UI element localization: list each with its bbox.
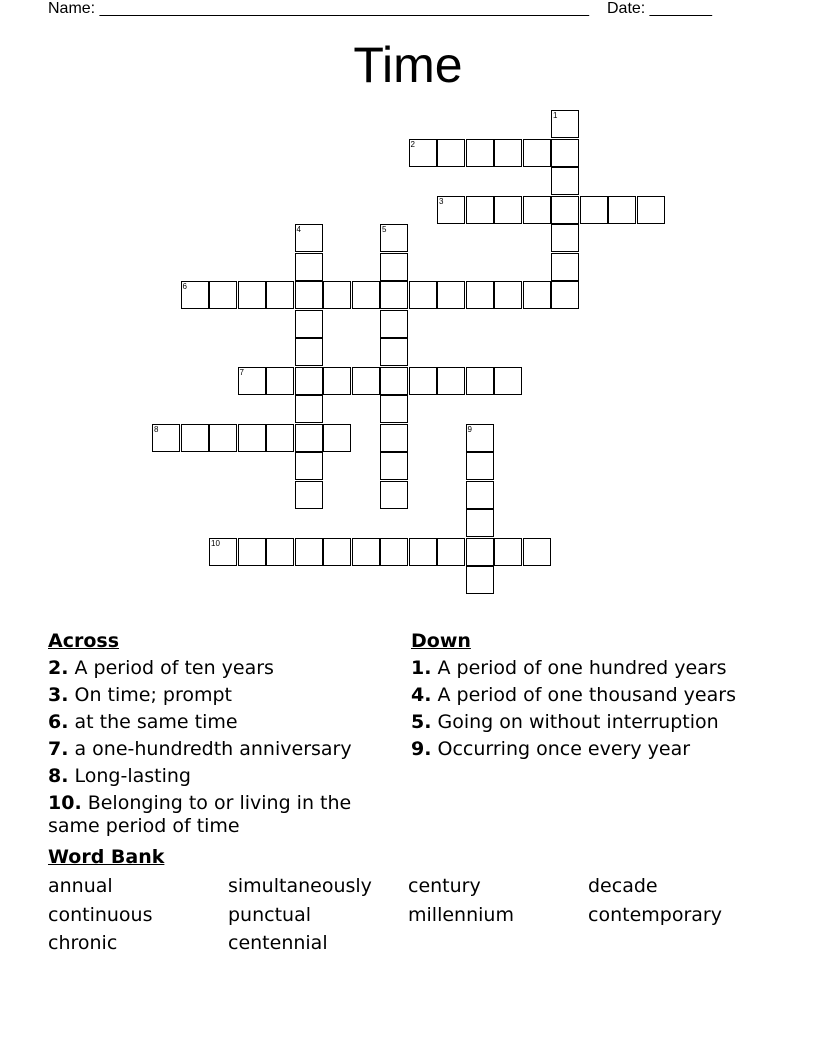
grid-cell[interactable] <box>551 167 579 195</box>
grid-cell[interactable] <box>494 196 522 224</box>
grid-cell[interactable] <box>637 196 665 224</box>
down-heading: Down <box>411 630 471 652</box>
cell-number: 4 <box>296 225 301 234</box>
cell-number: 5 <box>382 225 387 234</box>
word-bank-item: decade <box>588 875 658 897</box>
word-bank-item: century <box>408 875 481 897</box>
grid-cell[interactable] <box>437 367 465 395</box>
grid-cell[interactable] <box>409 367 437 395</box>
date-label: Date: <box>606 0 646 17</box>
word-bank-item: simultaneously <box>228 875 372 897</box>
grid-cell[interactable] <box>466 538 494 566</box>
grid-cell[interactable] <box>295 395 323 423</box>
grid-cell[interactable] <box>380 310 408 338</box>
grid-cell[interactable] <box>238 538 266 566</box>
grid-cell[interactable] <box>494 538 522 566</box>
grid-cell[interactable] <box>380 395 408 423</box>
grid-cell[interactable] <box>580 196 608 224</box>
grid-cell[interactable] <box>380 338 408 366</box>
word-bank-item: millennium <box>408 904 514 926</box>
grid-cell[interactable] <box>295 224 323 252</box>
grid-cell[interactable] <box>608 196 636 224</box>
word-bank-item: chronic <box>48 932 118 954</box>
grid-cell[interactable] <box>295 424 323 452</box>
cell-number: 1 <box>553 111 558 120</box>
grid-cell[interactable] <box>551 196 579 224</box>
grid-cell[interactable] <box>380 481 408 509</box>
grid-cell[interactable] <box>494 281 522 309</box>
word-bank-item: continuous <box>48 904 153 926</box>
grid-cell[interactable] <box>437 196 465 224</box>
cell-number: 9 <box>467 424 472 434</box>
cell-number: 8 <box>154 424 159 434</box>
word-bank-heading: Word Bank <box>48 846 165 868</box>
grid-cell[interactable] <box>266 538 294 566</box>
grid-cell[interactable] <box>209 538 237 566</box>
grid-cell[interactable] <box>409 538 437 566</box>
grid-cell[interactable] <box>323 367 351 395</box>
cell-number: 6 <box>182 282 187 291</box>
grid-cell[interactable] <box>181 424 209 452</box>
word-bank-item: centennial <box>228 932 328 954</box>
clue-down-9: 9. Occurring once every year <box>411 738 691 760</box>
grid-cell[interactable] <box>238 281 266 309</box>
name-label: Name: <box>48 0 96 17</box>
grid-cell[interactable] <box>437 538 465 566</box>
word-bank-item: punctual <box>228 904 312 926</box>
grid-cell[interactable] <box>295 481 323 509</box>
grid-cell[interactable] <box>266 281 294 309</box>
grid-cell[interactable] <box>380 224 408 252</box>
grid-cell[interactable] <box>352 367 380 395</box>
name-date-line <box>48 0 748 18</box>
grid-cell[interactable] <box>209 281 237 309</box>
clue-down-4: 4. A period of one thousand years <box>411 684 736 706</box>
grid-cell[interactable] <box>380 281 408 309</box>
grid-cell[interactable] <box>380 538 408 566</box>
name-blank[interactable]: _______________________________________________________ <box>95 0 589 17</box>
across-heading: Across <box>48 630 120 652</box>
grid-cell[interactable] <box>209 424 237 452</box>
grid-cell[interactable] <box>295 253 323 281</box>
grid-cell[interactable] <box>266 424 294 452</box>
grid-cell[interactable] <box>409 281 437 309</box>
cell-number: 7 <box>239 367 244 377</box>
grid-cell[interactable] <box>352 538 380 566</box>
cell-number: 2 <box>410 139 415 149</box>
grid-cell[interactable] <box>551 281 579 309</box>
date-blank[interactable]: _______ <box>645 0 712 17</box>
grid-cell[interactable] <box>295 338 323 366</box>
grid-cell[interactable] <box>523 281 551 309</box>
grid-cell[interactable] <box>551 110 579 138</box>
clue-across-2: 2. A period of ten years <box>48 657 274 679</box>
page-title: Time <box>353 37 463 93</box>
grid-cell[interactable] <box>437 139 465 167</box>
clue-down-5: 5. Going on without interruption <box>411 711 719 733</box>
clue-across-10: 10. Belonging to or living in the same period of time <box>48 792 352 837</box>
grid-cell[interactable] <box>494 139 522 167</box>
grid-cell[interactable] <box>437 281 465 309</box>
grid-cell[interactable] <box>295 310 323 338</box>
clue-across-8: 8. Long-lasting <box>48 765 191 787</box>
grid-cell[interactable] <box>352 281 380 309</box>
grid-cell[interactable] <box>323 424 351 452</box>
grid-cell[interactable] <box>523 139 551 167</box>
grid-cell[interactable] <box>494 367 522 395</box>
grid-cell[interactable] <box>466 281 494 309</box>
clue-across-7: 7. a one-hundredth anniversary <box>48 738 352 760</box>
grid-cell[interactable] <box>323 538 351 566</box>
clue-across-6: 6. at the same time <box>48 711 238 733</box>
grid-cell[interactable] <box>238 424 266 452</box>
grid-cell[interactable] <box>266 367 294 395</box>
grid-cell[interactable] <box>551 139 579 167</box>
grid-cell[interactable] <box>295 281 323 309</box>
grid-cell[interactable] <box>466 196 494 224</box>
grid-cell[interactable] <box>466 509 494 537</box>
word-bank-item: contemporary <box>588 904 722 926</box>
grid-cell[interactable] <box>551 224 579 252</box>
clue-down-1: 1. A period of one hundred years <box>411 657 727 679</box>
grid-cell[interactable] <box>380 367 408 395</box>
grid-cell[interactable] <box>466 566 494 594</box>
grid-cell[interactable] <box>466 367 494 395</box>
grid-cell[interactable] <box>152 424 180 452</box>
cell-number: 3 <box>439 196 444 206</box>
grid-cell[interactable] <box>466 424 494 452</box>
grid-cell[interactable] <box>323 281 351 309</box>
grid-cell[interactable] <box>466 481 494 509</box>
grid-cell[interactable] <box>551 253 579 281</box>
grid-cell[interactable] <box>466 452 494 480</box>
grid-cell[interactable] <box>380 424 408 452</box>
grid-cell[interactable] <box>295 538 323 566</box>
grid-cell[interactable] <box>295 367 323 395</box>
grid-cell[interactable] <box>295 452 323 480</box>
grid-cell[interactable] <box>523 538 551 566</box>
cell-number: 10 <box>211 538 220 548</box>
grid-cell[interactable] <box>380 253 408 281</box>
across-clues <box>48 630 388 842</box>
grid-cell[interactable] <box>409 139 437 167</box>
clue-across-3: 3. On time; prompt <box>48 684 232 706</box>
grid-cell[interactable] <box>380 452 408 480</box>
grid-cell[interactable] <box>238 367 266 395</box>
down-clues <box>411 630 761 765</box>
grid-cell[interactable] <box>466 139 494 167</box>
grid-cell[interactable] <box>181 281 209 309</box>
word-bank-item: annual <box>48 875 113 897</box>
grid-cell[interactable] <box>523 196 551 224</box>
